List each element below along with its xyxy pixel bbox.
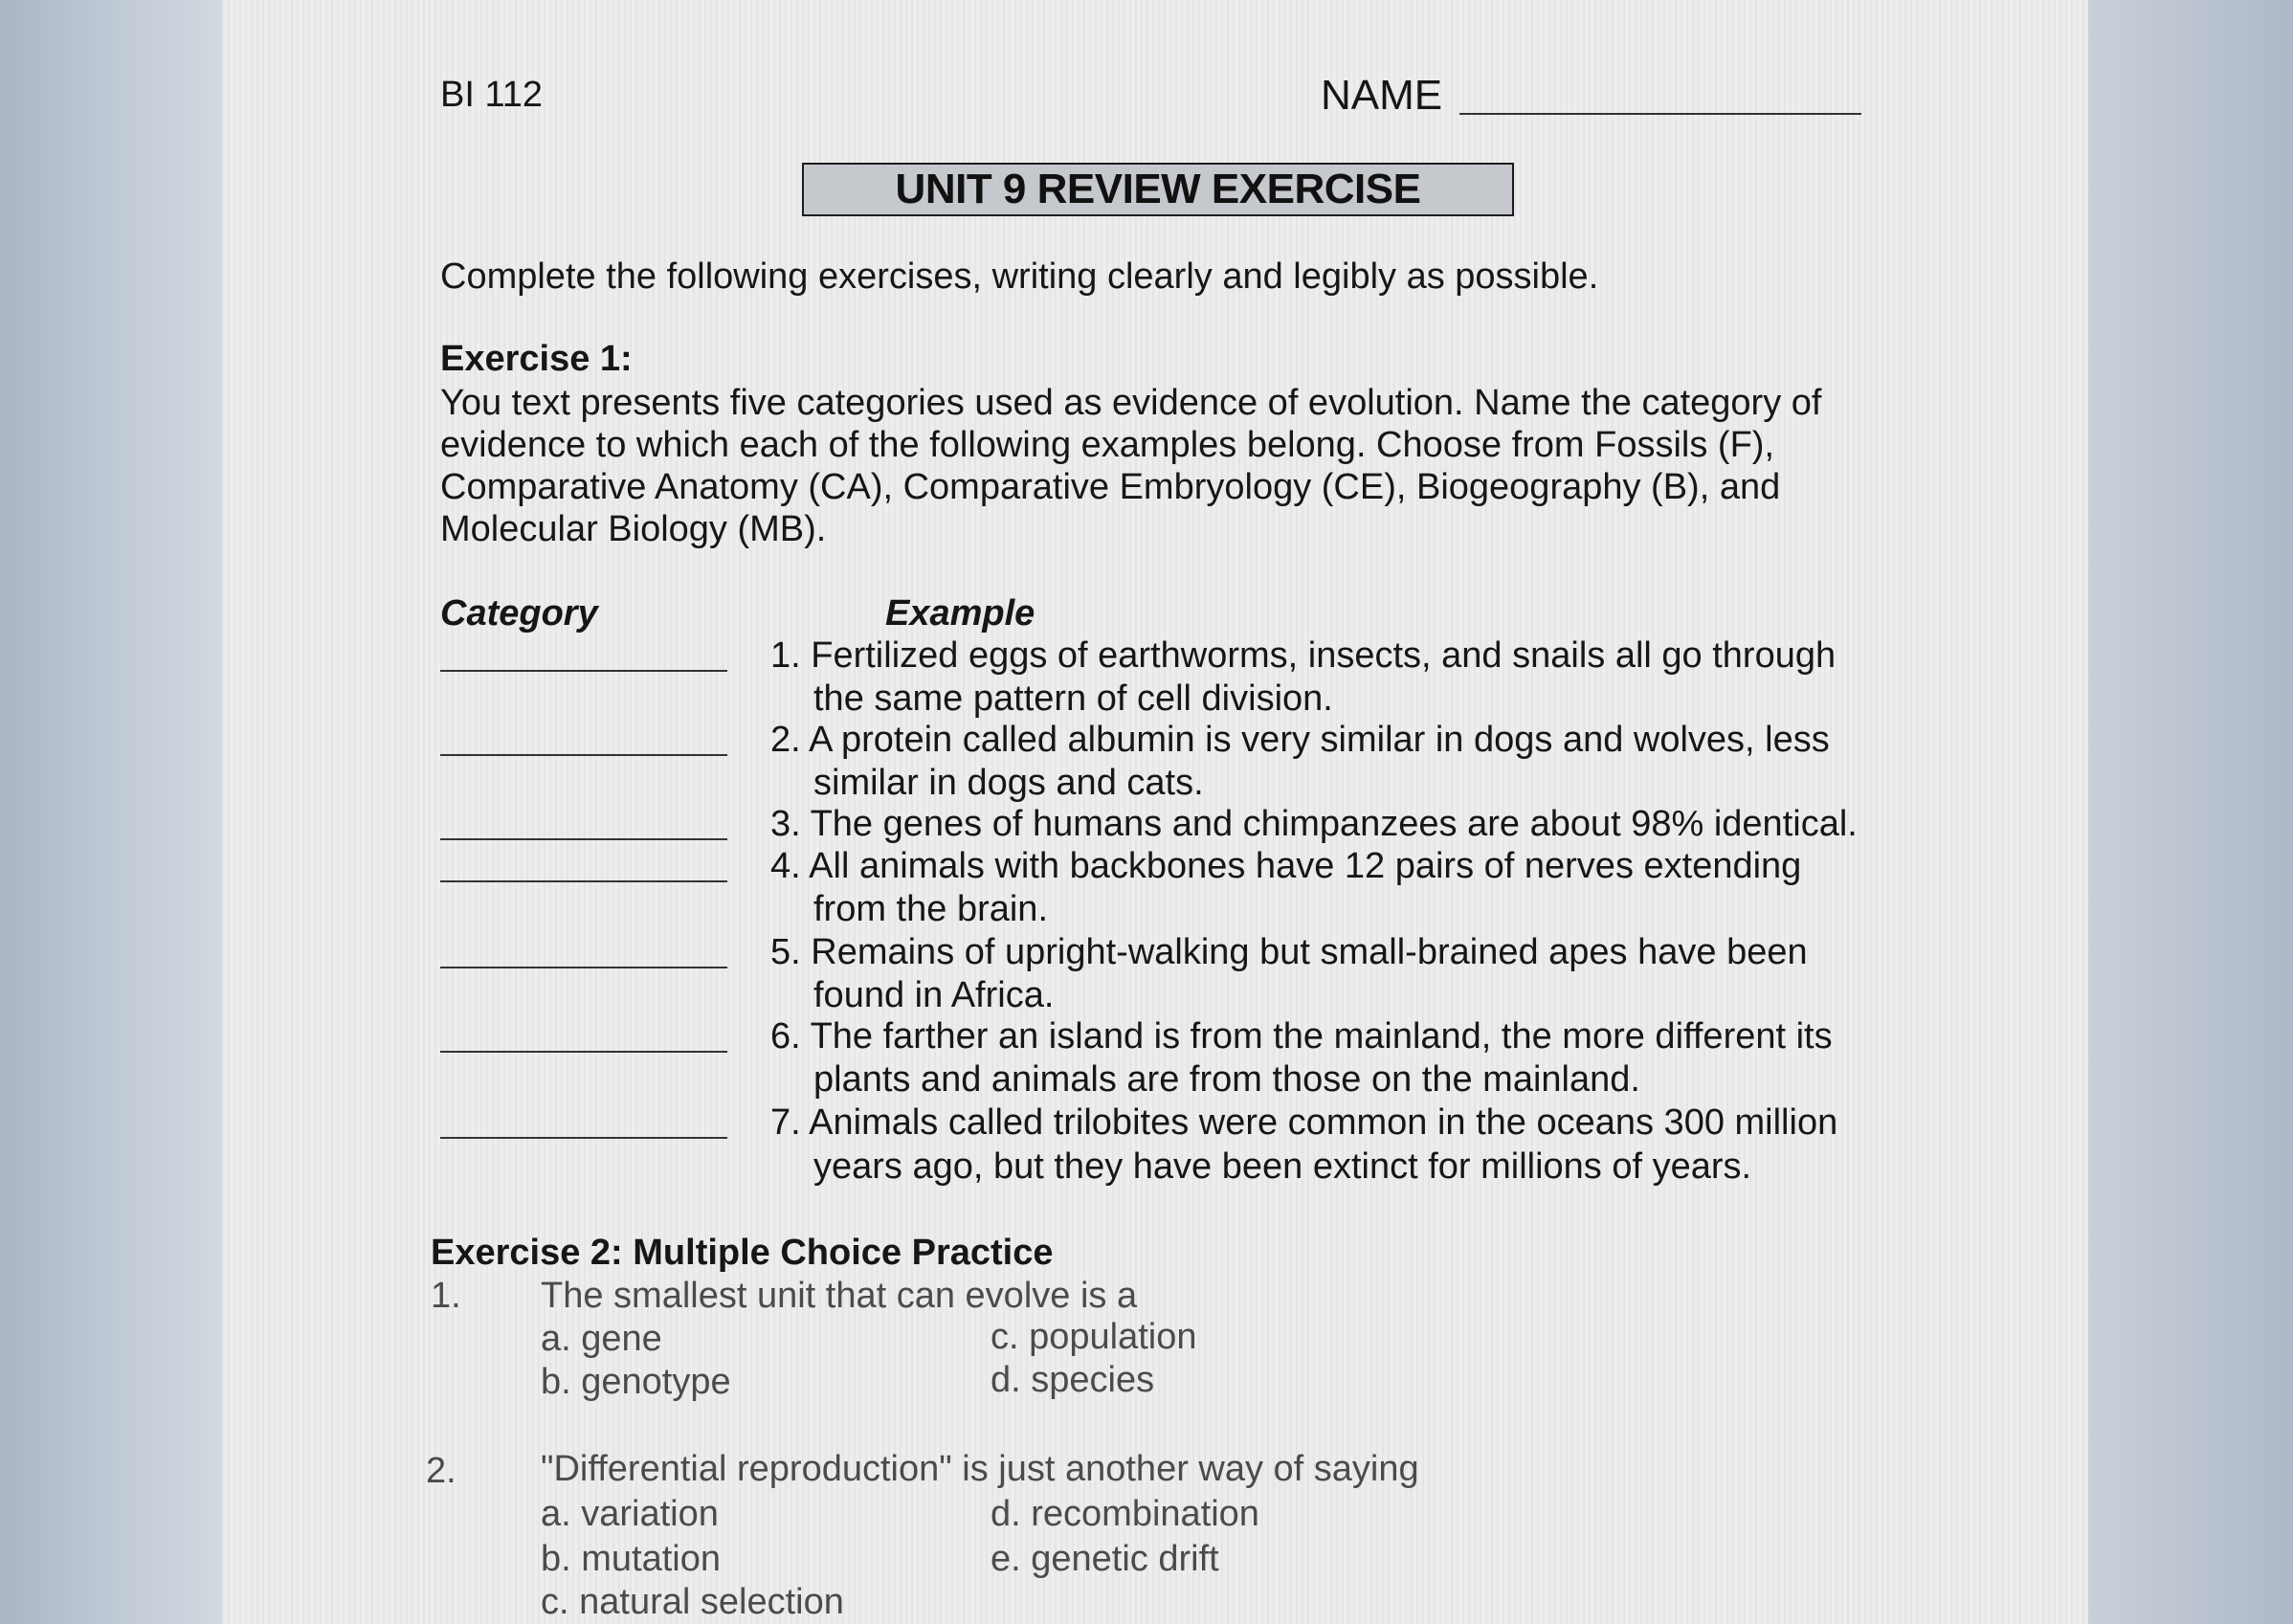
category-answer-blank-5[interactable]: [440, 967, 727, 968]
answer-option[interactable]: e. genetic drift: [991, 1539, 1219, 1579]
example-item-1-cont: the same pattern of cell division.: [813, 679, 1333, 719]
course-code: BI 112: [440, 75, 544, 115]
example-item-5: 5. Remains of upright-walking but small-brained apes have been: [770, 932, 1808, 972]
category-answer-blank-2[interactable]: [440, 754, 727, 756]
category-answer-blank-3[interactable]: [440, 838, 727, 840]
example-item-6-cont: plants and animals are from those on the mainland.: [813, 1059, 1640, 1100]
question-number: 2.: [426, 1451, 456, 1491]
question-number: 1.: [431, 1276, 461, 1316]
example-item-5-cont: found in Africa.: [813, 975, 1055, 1015]
question-text: The smallest unit that can evolve is a: [541, 1276, 1138, 1316]
instructions-text: Complete the following exercises, writing clearly and legibly as possible.: [440, 256, 1599, 297]
name-label: NAME: [1321, 72, 1443, 119]
exercise2-heading: Exercise 2: Multiple Choice Practice: [431, 1233, 1054, 1273]
category-answer-blank-4[interactable]: [440, 880, 727, 882]
example-item-2: 2. A protein called albumin is very similar in dogs and wolves, less: [770, 720, 1830, 760]
example-item-7-cont: years ago, but they have been extinct for millions of years.: [813, 1146, 1752, 1187]
exercise1-description-line: evidence to which each of the following examples belong. Choose from Fossils (F),: [440, 425, 1775, 465]
exercise1-description-line: You text presents five categories used as evidence of evolution. Name the category of: [440, 383, 1822, 423]
example-item-4: 4. All animals with backbones have 12 pairs of nerves extending: [770, 846, 1802, 886]
example-item-3: 3. The genes of humans and chimpanzees are about 98% identical.: [770, 804, 1858, 844]
name-blank-line[interactable]: [1459, 113, 1861, 115]
page-title: UNIT 9 REVIEW EXERCISE: [895, 166, 1421, 212]
answer-option[interactable]: c. population: [991, 1317, 1197, 1357]
answer-option[interactable]: b. mutation: [541, 1539, 721, 1579]
answer-option[interactable]: c. natural selection: [541, 1582, 844, 1622]
category-column-header: Category: [440, 593, 598, 634]
page-title-box: [802, 163, 1514, 216]
answer-option[interactable]: a. variation: [541, 1494, 719, 1534]
example-item-7: 7. Animals called trilobites were common in the oceans 300 million: [770, 1102, 1838, 1143]
exercise1-description-line: Comparative Anatomy (CA), Comparative Embryology (CE), Biogeography (B), and: [440, 467, 1781, 507]
answer-option[interactable]: d. species: [991, 1360, 1155, 1400]
answer-option[interactable]: d. recombination: [991, 1494, 1259, 1534]
example-item-1: 1. Fertilized eggs of earthworms, insects, and snails all go through: [770, 635, 1837, 676]
example-item-6: 6. The farther an island is from the mainland, the more different its: [770, 1016, 1833, 1057]
exercise1-description-line: Molecular Biology (MB).: [440, 509, 827, 549]
answer-option[interactable]: a. gene: [541, 1319, 662, 1359]
example-item-4-cont: from the brain.: [813, 889, 1048, 929]
category-answer-blank-6[interactable]: [440, 1051, 727, 1053]
example-item-2-cont: similar in dogs and cats.: [813, 763, 1204, 803]
category-answer-blank-1[interactable]: [440, 670, 727, 672]
question-text: "Differential reproduction" is just another way of saying: [541, 1449, 1419, 1489]
exercise1-heading: Exercise 1:: [440, 339, 633, 379]
answer-option[interactable]: b. genotype: [541, 1362, 731, 1402]
category-answer-blank-7[interactable]: [440, 1137, 727, 1139]
example-column-header: Example: [885, 593, 1035, 634]
